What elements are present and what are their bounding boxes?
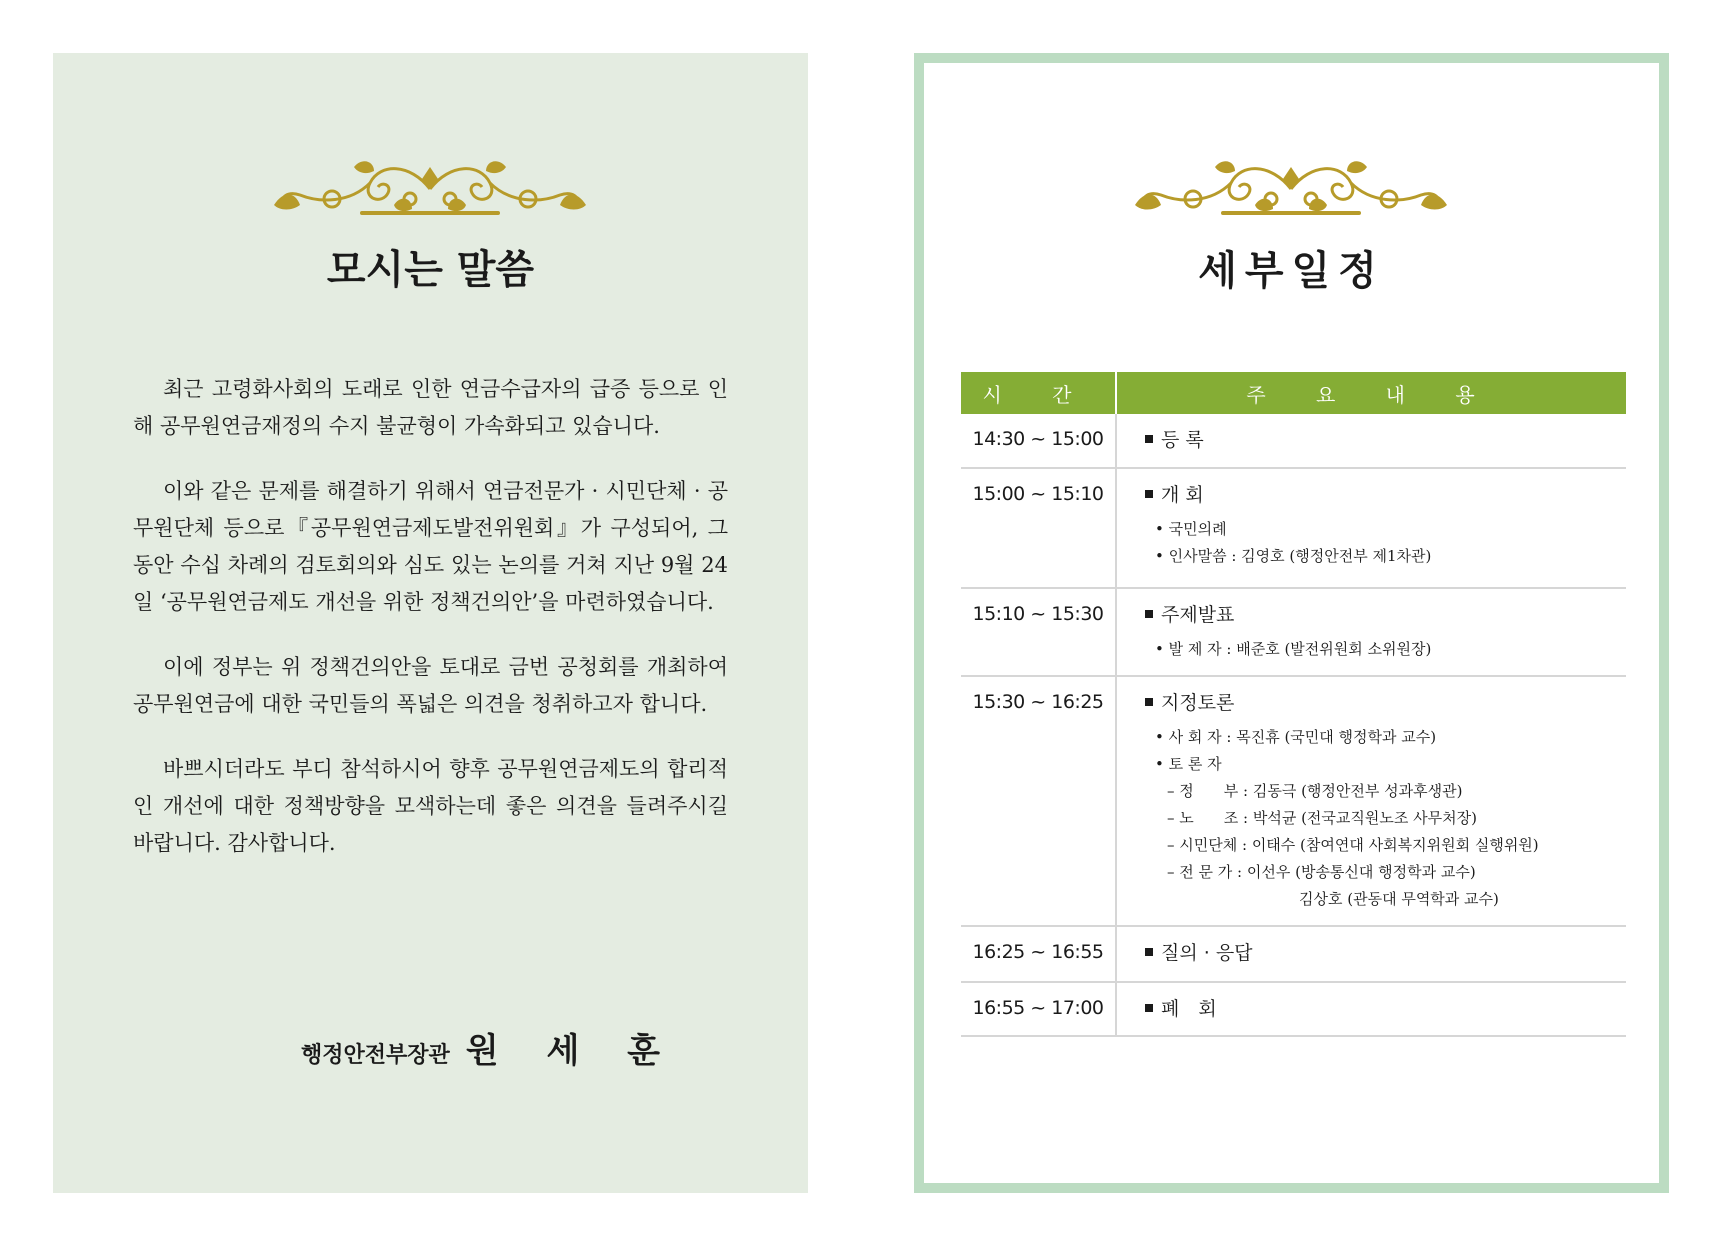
gold-ornament-icon xyxy=(270,153,590,225)
invitation-letter xyxy=(133,371,728,890)
panelist-line: – 전 문 가 : 이선우 (방송통신대 행정학과 교수) xyxy=(1167,863,1476,881)
letter-paragraph: 이에 정부는 위 정책건의안을 토대로 금번 공청회를 개최하여 공무원연금에 대한 국민들의 폭넓은 의견을 청취하고자 합니다. xyxy=(133,655,728,716)
square-bullet-icon xyxy=(1145,948,1153,956)
invitation-title: 모시는 말씀 xyxy=(326,247,535,293)
schedule-title: 세부일정 xyxy=(1198,248,1385,294)
row-time: 16:25 ~ 16:55 xyxy=(961,926,1116,982)
row-content xyxy=(1116,468,1626,588)
schedule-panel xyxy=(914,53,1669,1193)
invitation-panel xyxy=(53,53,808,1193)
signature-name: 원 세 훈 xyxy=(465,1031,678,1071)
letter-paragraph: 최근 고령화사회의 도래로 인한 연금수급자의 급증 등으로 인해 공무원연금재정의 수지 불균형이 가속화되고 있습니다. xyxy=(133,377,729,438)
schedule-row xyxy=(961,676,1626,926)
panelist-line: – 시민단체 : 이태수 (참여연대 사회복지위원회 실행위원) xyxy=(1167,836,1539,854)
row-detail: • 사 회 자 : 목진휴 (국민대 행정학과 교수) xyxy=(1155,728,1437,746)
row-content xyxy=(1116,926,1626,982)
time-column-header: 시 간 xyxy=(961,372,1116,414)
square-bullet-icon xyxy=(1145,698,1153,706)
letter-paragraph: 바쁘시더라도 부디 참석하시어 향후 공무원연금제도의 합리적인 개선에 대한 정책방향을 모색하는데 좋은 의견을 들려주시길 바랍니다. 감사합니다. xyxy=(133,757,728,855)
row-content xyxy=(1116,982,1626,1036)
square-bullet-icon xyxy=(1145,435,1153,443)
schedule-row xyxy=(961,588,1626,676)
square-bullet-icon xyxy=(1145,610,1153,618)
row-title: 질의 · 응답 xyxy=(1161,942,1253,964)
schedule-row xyxy=(961,926,1626,982)
letter-paragraph: 이와 같은 문제를 해결하기 위해서 연금전문가 · 시민단체 · 공무원단체 등으로『공무원연금제도발전위원회』가 구성되어, 그동안 수십 차례의 검토회의와 심도 있는 논의를 거쳐 지난 9월 24일 ‘공무원연금제도 개선을 위한 정책건의안’을 마련하였습니다. xyxy=(133,479,728,614)
row-title: 폐 회 xyxy=(1161,998,1217,1020)
panelist-line: – 노 조 : 박석균 (전국교직원노조 사무처장) xyxy=(1167,809,1477,827)
row-title: 지정토론 xyxy=(1161,692,1235,714)
panelist-line: – 정 부 : 김동극 (행정안전부 성과후생관) xyxy=(1167,782,1463,800)
schedule-row xyxy=(961,982,1626,1036)
schedule-panel-inner xyxy=(924,63,1659,1183)
schedule-row xyxy=(961,468,1626,588)
row-detail: • 발 제 자 : 배준호 (발전위원회 소위원장) xyxy=(1155,640,1432,658)
gold-ornament-icon xyxy=(1131,153,1451,225)
row-content xyxy=(1116,414,1626,468)
row-title: 등 록 xyxy=(1161,429,1204,451)
schedule-row xyxy=(961,414,1626,468)
schedule-header-row xyxy=(961,372,1626,414)
signature-title: 행정안전부장관 xyxy=(301,1042,450,1068)
row-time: 15:00 ~ 15:10 xyxy=(961,468,1116,588)
square-bullet-icon xyxy=(1145,1004,1153,1012)
signature xyxy=(301,1023,678,1072)
row-time: 15:10 ~ 15:30 xyxy=(961,588,1116,676)
square-bullet-icon xyxy=(1145,490,1153,498)
row-time: 15:30 ~ 16:25 xyxy=(961,676,1116,926)
row-detail: • 인사말씀 : 김영호 (행정안전부 제1차관) xyxy=(1155,547,1432,565)
row-content xyxy=(1116,676,1626,926)
row-title: 개 회 xyxy=(1161,484,1204,506)
row-time: 14:30 ~ 15:00 xyxy=(961,414,1116,468)
row-detail: • 국민의례 xyxy=(1155,520,1227,538)
row-time: 16:55 ~ 17:00 xyxy=(961,982,1116,1036)
panelist-line-continued: 김상호 (관동대 무역학과 교수) xyxy=(1299,890,1499,908)
row-title: 주제발표 xyxy=(1161,604,1235,626)
schedule-table xyxy=(961,372,1626,1037)
row-detail: • 토 론 자 xyxy=(1155,755,1222,773)
content-column-header: 주 요 내 용 xyxy=(1116,372,1626,414)
row-content xyxy=(1116,588,1626,676)
